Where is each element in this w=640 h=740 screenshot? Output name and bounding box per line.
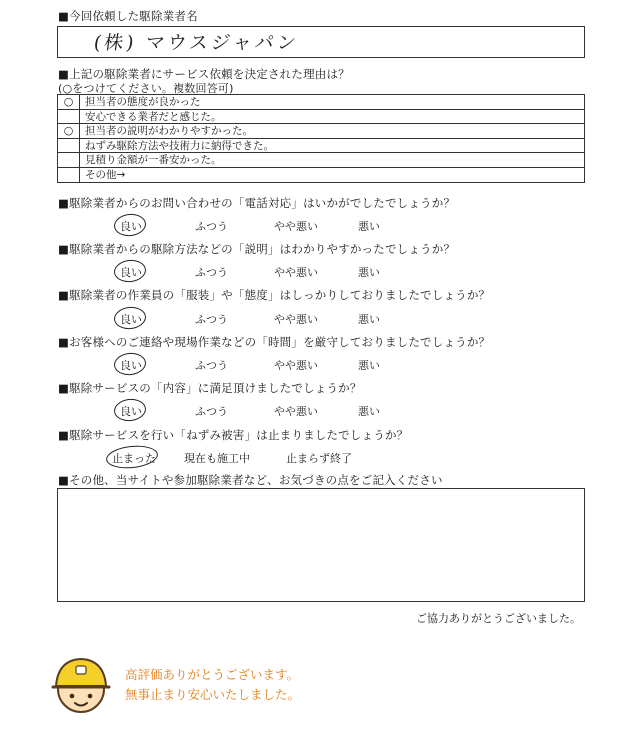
option-good[interactable]: 良い xyxy=(120,220,142,233)
option-normal[interactable]: ふつう xyxy=(195,405,228,418)
question-result-heading: ■駆除サービスを行い「ねずみ被害」は止まりましたでしょうか？ xyxy=(58,428,409,442)
option-good[interactable]: 良い xyxy=(120,313,142,326)
thanks-message: ご協力ありがとうございました。 xyxy=(416,612,581,625)
question-time-options xyxy=(0,357,640,375)
option-good[interactable]: 良い xyxy=(120,266,142,279)
option-slightly-bad[interactable]: やや悪い xyxy=(274,266,318,279)
check-mark xyxy=(58,153,80,167)
check-mark: ○ xyxy=(58,124,80,138)
option-slightly-bad[interactable]: やや悪い xyxy=(274,405,318,418)
question-attire-options xyxy=(0,311,640,329)
question-content-heading: ■駆除サービスの「内容」に満足頂けましたでしょうか？ xyxy=(58,381,362,395)
reason-instruction: (○をつけてください。複数回答可) xyxy=(58,82,234,95)
option-bad[interactable]: 悪い xyxy=(358,266,380,279)
reason-label: 担当者の態度が良かった xyxy=(85,96,201,108)
question-explanation-options xyxy=(0,264,640,282)
rating-reply-line1: 高評価ありがとうございます。 xyxy=(125,667,300,682)
comment-heading: ■その他、当サイトや参加駆除業者など、お気づきの点をご記入ください xyxy=(58,473,443,487)
question-phone-options xyxy=(0,218,640,236)
question-content-options xyxy=(0,403,640,421)
reason-row[interactable] xyxy=(58,168,584,183)
option-normal[interactable]: ふつう xyxy=(195,359,228,372)
option-slightly-bad[interactable]: やや悪い xyxy=(274,220,318,233)
option-ended-unresolved[interactable]: 止まらず終了 xyxy=(286,452,352,465)
reason-label: 担当者の説明がわかりやすかった。 xyxy=(85,125,253,138)
reason-label: 見積り金額が一番安かった。 xyxy=(85,154,222,167)
comment-box[interactable] xyxy=(57,488,585,602)
option-bad[interactable]: 悪い xyxy=(358,313,380,326)
question-phone-heading: ■駆除業者からのお問い合わせの「電話対応」はいかがでしたでしょうか？ xyxy=(58,196,456,210)
option-stopped[interactable]: 止まった xyxy=(112,452,156,465)
option-bad[interactable]: 悪い xyxy=(358,405,380,418)
reason-table xyxy=(57,94,585,183)
reason-row[interactable] xyxy=(58,139,584,154)
reason-label: その他→ xyxy=(85,168,126,181)
rating-reply-line2: 無事止まり安心いたしました。 xyxy=(125,687,301,702)
option-good[interactable]: 良い xyxy=(120,359,142,372)
option-bad[interactable]: 悪い xyxy=(358,220,380,233)
reason-row[interactable] xyxy=(58,95,584,110)
question-result-options xyxy=(0,450,640,468)
option-slightly-bad[interactable]: やや悪い xyxy=(274,313,318,326)
check-mark xyxy=(58,139,80,153)
option-normal[interactable]: ふつう xyxy=(195,220,228,233)
option-slightly-bad[interactable]: やや悪い xyxy=(274,359,318,372)
question-explanation-heading: ■駆除業者からの駆除方法などの「説明」はわかりやすかったでしょうか？ xyxy=(58,242,456,256)
option-normal[interactable]: ふつう xyxy=(195,313,228,326)
option-in-progress[interactable]: 現在も施工中 xyxy=(184,452,250,465)
company-name-heading: ■今回依頼した駆除業者名 xyxy=(58,9,198,23)
worker-helmet-face-icon xyxy=(48,652,114,718)
check-mark: ○ xyxy=(58,95,80,109)
question-attire-heading: ■駆除業者の作業員の「服装」や「態度」はしっかりしておりましたでしょうか？ xyxy=(58,288,491,302)
reason-row[interactable] xyxy=(58,110,584,125)
reason-row[interactable] xyxy=(58,124,584,139)
reason-label: ねずみ駆除方法や技術力に納得できた。 xyxy=(85,139,274,152)
option-good[interactable]: 良い xyxy=(120,405,142,418)
company-name-handwritten: (株) マウスジャパン xyxy=(92,32,301,54)
check-mark xyxy=(58,110,80,124)
question-time-heading: ■お客様へのご連絡や現場作業などの「時間」を厳守しておりましたでしょうか？ xyxy=(58,335,491,349)
reason-heading: ■上記の駆除業者にサービス依頼を決定された理由は？ xyxy=(58,67,350,81)
check-mark xyxy=(58,168,80,182)
reason-label: 安心できる業者だと感じた。 xyxy=(85,110,222,123)
company-name-field[interactable] xyxy=(57,26,585,58)
option-bad[interactable]: 悪い xyxy=(358,359,380,372)
reason-row[interactable] xyxy=(58,153,584,168)
option-normal[interactable]: ふつう xyxy=(195,266,228,279)
